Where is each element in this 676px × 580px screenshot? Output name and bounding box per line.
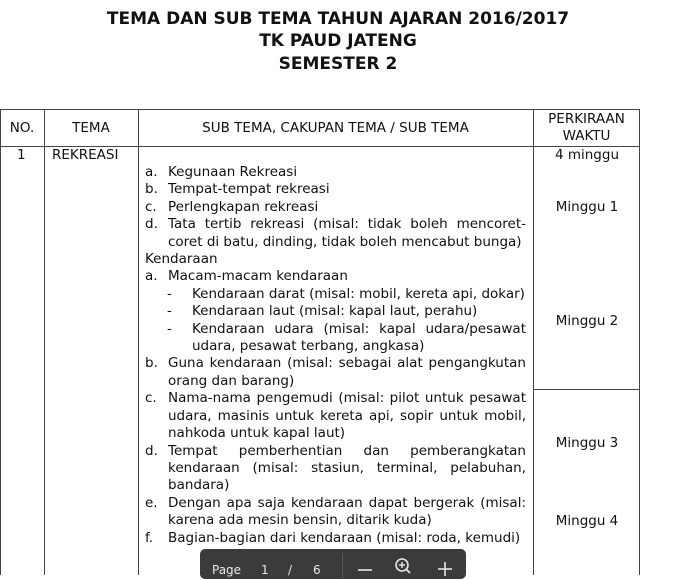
list-item: b. Tempat-tempat rekreasi — [145, 181, 330, 198]
table-border-right — [639, 109, 640, 575]
zoom-in-icon[interactable] — [392, 555, 414, 577]
table-border-top — [0, 109, 640, 110]
table-border-left — [0, 109, 1, 575]
col-divider-tema — [138, 109, 139, 575]
col-header-subtema: SUB TEMA, CAKUPAN TEMA / SUB TEMA — [202, 120, 469, 136]
list-item: d. Tata tertib rekreasi (misal: tidak boleh mencoret-coret di batu, dinding, tidak boleh mencabut bunga) — [145, 216, 526, 250]
document-title-line1: TEMA DAN SUB TEMA TAHUN AJARAN 2016/2017 — [106, 9, 570, 29]
sub-list-item: - Kendaraan udara (misal: kapal udara/pesawat udara, pesawat terbang, angkasa) — [167, 320, 526, 355]
waktu-total: 4 minggu — [554, 147, 620, 163]
page-label: Page — [212, 563, 242, 577]
tema-table — [0, 109, 640, 575]
col-divider-subtema — [533, 109, 534, 575]
waktu-divider — [534, 389, 640, 390]
list-item: f. Bagian-bagian dari kendaraan (misal: roda, kemudi) — [145, 529, 521, 546]
minus-icon[interactable] — [354, 555, 376, 577]
total-pages: 6 — [313, 563, 321, 577]
sub-list-item: - Kendaraan laut (misal: kapal laut, perahu) — [167, 303, 478, 320]
current-page-field[interactable]: 1 — [261, 563, 269, 577]
list-item: c. Nama-nama pengemudi (misal: pilot untuk pesawat udara, masinis untuk kereta api, sopir untuk mobil, nahkoda untuk kapal laut) — [145, 390, 526, 442]
list-item: c. Perlengkapan rekreasi — [145, 198, 319, 215]
toolbar-divider — [342, 553, 343, 579]
waktu-minggu-3: Minggu 3 — [555, 435, 619, 451]
page-separator: / — [288, 563, 293, 577]
sub-list-item: - Kendaraan darat (misal: mobil, kereta api, dokar) — [167, 285, 525, 302]
col-header-tema: TEMA — [72, 120, 110, 136]
row-number: 1 — [17, 147, 26, 163]
subtema-content — [145, 164, 526, 547]
waktu-minggu-1: Minggu 1 — [555, 199, 619, 215]
waktu-minggu-2: Minggu 2 — [555, 313, 619, 329]
plus-icon[interactable] — [434, 555, 456, 577]
col-header-waktu-2: WAKTU — [562, 128, 611, 144]
kendaraan-heading: Kendaraan — [145, 251, 218, 268]
row-tema: REKREASI — [52, 147, 119, 163]
col-divider-no — [44, 109, 45, 575]
list-item: e. Dengan apa saja kendaraan dapat bergerak (misal: karena ada mesin bensin, ditarik kuda) — [145, 494, 526, 529]
col-header-waktu-1: PERKIRAAN — [548, 111, 625, 127]
document-title-line2: TK PAUD JATENG — [259, 31, 417, 51]
list-item: d. Tempat pemberhentian dan pemberangkatan kendaraan (misal: stasiun, terminal, pelabuhan, bandara) — [145, 442, 526, 494]
list-item: b. Guna kendaraan (misal: sebagai alat pengangkutan orang dan barang) — [145, 355, 526, 389]
list-item: a. Kegunaan Rekreasi — [145, 164, 298, 180]
list-item: a. Macam-macam kendaraan — [145, 268, 348, 285]
col-header-no: NO. — [9, 120, 35, 136]
document-title-line3: SEMESTER 2 — [278, 54, 398, 74]
waktu-minggu-4: Minggu 4 — [555, 513, 619, 529]
